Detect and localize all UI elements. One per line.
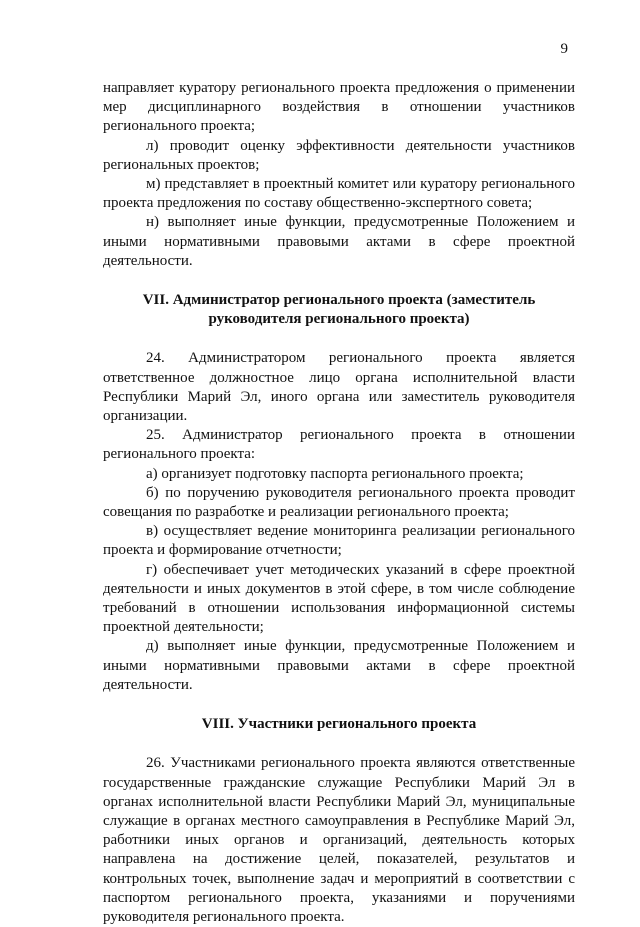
section-7-heading-line-1: VII. Администратор регионального проекта (заместитель <box>142 292 536 309</box>
paragraph: н) выполняет иные функции, предусмотренные Положением и иными нормативными правовыми актами в сфере проектной деятельности. <box>103 214 575 269</box>
paragraph: направляет куратору регионального проекта предложения о применении мер дисциплинарного воздействия в отношении участников регионального проекта; <box>103 80 575 135</box>
paragraph: а) организует подготовку паспорта регионального проекта; <box>146 465 524 482</box>
paragraph: 24. Администратором регионального проекта является ответственное должностное лицо органа исполнительной власти Республики Марий Эл, иного органа или заместитель руководителя организации. <box>103 350 575 425</box>
section-7-heading-line-2: руководителя регионального проекта) <box>208 311 470 328</box>
paragraph: м) представляет в проектный комитет или куратору регионального проекта предложения по составу общественно-экспертного совета; <box>103 176 575 212</box>
paragraph: в) осуществляет ведение мониторинга реализации регионального проекта и формирование отчетности; <box>103 523 575 559</box>
section-7-heading <box>103 291 575 329</box>
section-8-heading: VIII. Участники регионального проекта <box>201 716 477 733</box>
paragraph: л) проводит оценку эффективности деятельности участников региональных проектов; <box>103 137 575 173</box>
paragraph: 26. Участниками регионального проекта являются ответственные государственные гражданские служащие Республики Марий Эл в органах исполнительной власти Республики Марий Эл, муниципальные служащие в органах местного самоуправления в Республике Марий Эл, работники иных органов и организаций, деятельность которых направлена на достижение целей, показателей, результатов и контрольных точек, выполнение задач и мероприятий в соответствии с паспортом регионального проекта, указаниями и поручениями руководителя регионального проекта. <box>103 755 575 925</box>
paragraph: г) обеспечивает учет методических указаний в сфере проектной деятельности и иных документов в этой сфере, в том числе соблюдение требований в отношении использования информационной системы проектной деятельности; <box>103 561 575 636</box>
paragraph: б) по поручению руководителя регионального проекта проводит совещания по разработке и реализации регионального проекта; <box>103 484 575 521</box>
paragraph: д) выполняет иные функции, предусмотренные Положением и иными нормативными правовыми актами в сфере проектной деятельности. <box>103 638 575 693</box>
page-number: 9 <box>560 41 568 57</box>
paragraph: 25. Администратор регионального проекта в отношении регионального проекта: <box>103 427 575 463</box>
section-7-body <box>103 349 575 695</box>
section-8-body <box>103 754 575 927</box>
document-body <box>103 79 575 927</box>
section-6-continuation <box>103 79 575 271</box>
